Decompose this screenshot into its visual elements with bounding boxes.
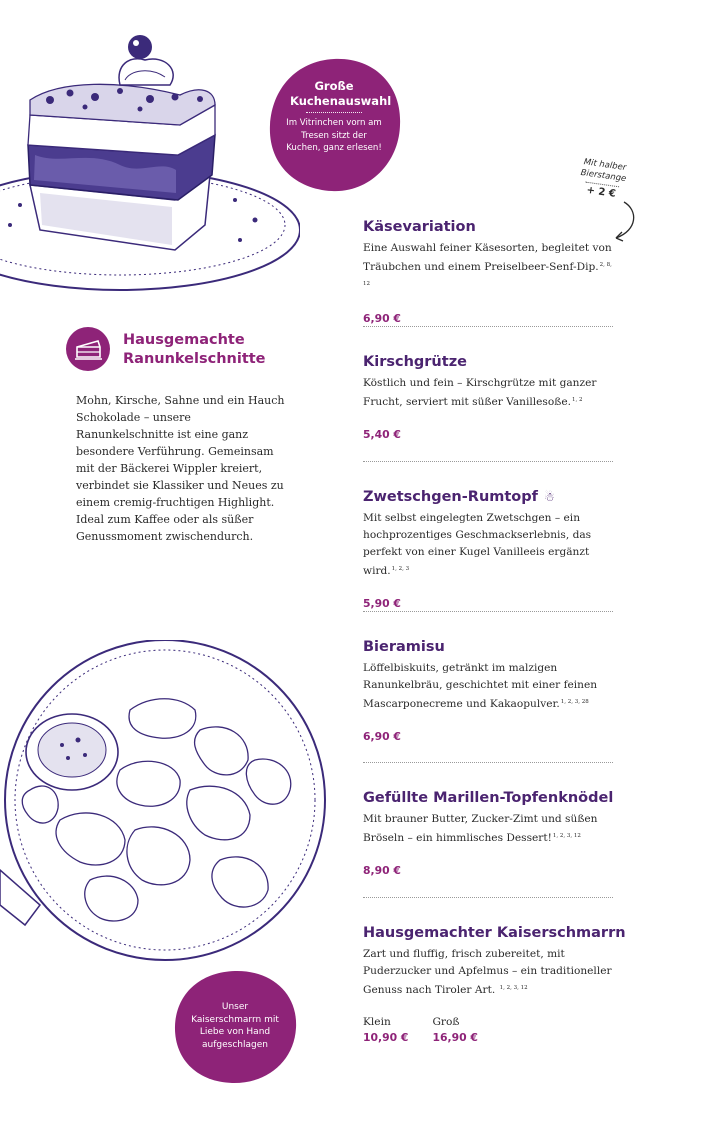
- cake-badge-body: Im Vitrinchen vorn am Tresen sitzt der Kuchen, ganz erlesen!: [286, 118, 382, 153]
- item-price: 8,90 €: [363, 864, 401, 877]
- kaiserschmarrn-illustration: [0, 640, 340, 970]
- item-description: Mit selbst eingelegten Zwetschgen – ein hochprozentiges Geschmackserlebnis, das perfekt von einer Kugel Vanilleeis ergänzt wird.$^{1, 2, 3}$: [363, 512, 592, 577]
- item-price: 6,90 €: [363, 730, 401, 743]
- size-option-small: [363, 1015, 408, 1045]
- feature-text: Mohn, Kirsche, Sahne und ein Hauch Schokolade – unsere Ranunkelschnitte ist eine ganz besondere Verführung. Gemeinsam mit der Bäckerei Wippler kreiert, verbindet sie Klassiker und Neues zu einem cremig-fruchtigen Highlight. Ideal zum Kaffee oder als süßer Genussmoment zwischendurch.: [76, 394, 285, 543]
- menu-item-zwetschgen-rumtopf: [363, 487, 618, 610]
- menu-item-marillen-topfenknoedel: [363, 788, 618, 877]
- item-description: Zart und fluffig, frisch zubereitet, mit Puderzucker und Apfelmus – ein traditioneller Genuss nach Tiroler Art. $^{1, 2, 3, 12}$: [363, 948, 612, 996]
- item-allergens: 1, 2, 3, 28: [560, 699, 589, 705]
- menu-item-bieramisu: [363, 637, 618, 743]
- item-allergens: 1, 2, 3: [391, 566, 410, 572]
- item-title: Hausgemachter Kaiserschmarrn: [363, 925, 626, 941]
- divider: [363, 326, 613, 327]
- size-price: 10,90 €: [363, 1031, 409, 1044]
- item-description: Löffelbiskuits, getränkt im malzigen Ranunkelbräu, geschichtet mit einer feinen Mascarponecreme und Kakaopulver.$^{1, 2, 3, 28}$: [363, 662, 598, 710]
- item-price: 6,90 €: [363, 312, 401, 325]
- size-options: [363, 1015, 618, 1045]
- item-description: Köstlich und fein – Kirschgrütze mit ganzer Frucht, serviert mit süßer Vanillesoße.$^{1, 2}$: [363, 377, 597, 408]
- item-title: Gefüllte Marillen-Topfenknödel: [363, 790, 614, 806]
- cake-badge-title: Große Kuchenauswahl: [290, 79, 392, 108]
- item-title: Kirschgrütze: [363, 354, 467, 370]
- item-description: Eine Auswahl feiner Käsesorten, begleitet von Träubchen und einem Preiselbeer-Senf-Dip.$^{2, 8, 12}$: [363, 242, 612, 287]
- extra-note: [568, 156, 639, 203]
- divider: [363, 762, 613, 763]
- divider: [363, 461, 613, 462]
- cake-badge: [264, 55, 404, 195]
- item-title: Bieramisu: [363, 639, 445, 655]
- kaiserschmarrn-badge: [170, 968, 300, 1086]
- menu-item-kaesevariation: [363, 217, 618, 325]
- item-allergens: 1, 2: [571, 397, 583, 403]
- feature-title: Hausgemachte Ranunkelschnitte: [123, 332, 266, 367]
- item-allergens: 2, 8, 12: [363, 262, 612, 287]
- extra-note-price: + 2 €: [585, 184, 617, 200]
- alcohol-icon: ☃: [543, 490, 555, 504]
- menu-item-kaiserschmarrn: [363, 923, 626, 1045]
- feature-icon: [66, 327, 110, 371]
- item-title: Käsevariation: [363, 219, 476, 235]
- extra-note-label: Mit halber Bierstange: [579, 157, 627, 185]
- divider: [363, 611, 613, 612]
- kaiserschmarrn-badge-body: Unser Kaiserschmarrn mit Liebe von Hand aufgeschlagen: [191, 1002, 279, 1050]
- cake-slice-icon: [66, 327, 110, 371]
- item-description: Mit brauner Butter, Zucker-Zimt und süßen Bröseln – ein himmlisches Dessert!$^{1, 2, 3, 12}$: [363, 813, 598, 844]
- item-allergens: 1, 2, 3, 12: [499, 985, 528, 991]
- item-allergens: 1, 2, 3, 12: [552, 833, 581, 839]
- cake-illustration: [0, 25, 300, 295]
- size-price: 16,90 €: [432, 1031, 478, 1044]
- divider: [363, 897, 613, 898]
- size-label: Klein: [363, 1016, 391, 1028]
- item-price: 5,90 €: [363, 597, 401, 610]
- size-option-large: [432, 1015, 477, 1045]
- menu-item-kirschgruetze: [363, 352, 618, 441]
- item-price: 5,40 €: [363, 428, 401, 441]
- size-label: Groß: [432, 1016, 460, 1028]
- cake-badge-divider: [306, 112, 362, 113]
- item-title: Zwetschgen-Rumtopf ☃: [363, 489, 555, 505]
